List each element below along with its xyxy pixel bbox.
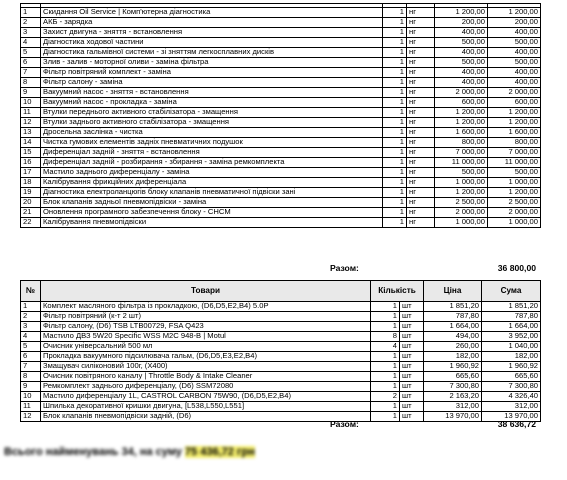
goods-row — [21, 382, 541, 392]
row-unit: нг — [407, 8, 435, 18]
row-quantity: 1 — [383, 128, 407, 138]
row-quantity: 1 — [371, 382, 400, 392]
goods-row — [21, 352, 541, 362]
row-number: 10 — [21, 392, 41, 402]
row-quantity: 2 — [371, 392, 400, 402]
goods-row — [21, 312, 541, 322]
row-price: 787,80 — [424, 312, 482, 322]
row-quantity: 1 — [383, 178, 407, 188]
row-name: Дросельна заслінка - чистка — [41, 128, 383, 138]
row-number: 2 — [21, 312, 41, 322]
row-unit: шт — [400, 312, 424, 322]
row-sum: 1 200,00 — [488, 8, 541, 18]
row-quantity: 1 — [383, 108, 407, 118]
service-row — [21, 158, 541, 168]
row-number: 22 — [21, 218, 41, 228]
services-total-label: Разом: — [330, 263, 359, 273]
services-table-body — [21, 4, 541, 228]
row-name: Чистка гумових елементів задніх пневматичних подушок — [41, 138, 383, 148]
row-quantity: 1 — [383, 38, 407, 48]
goods-total-value: 38 636,72 — [497, 419, 536, 429]
row-name: Прокладка вакуумного підсилювача гальм, (D6,D5,E3,E2,B4) — [41, 352, 371, 362]
row-unit: шт — [400, 402, 424, 412]
service-row — [21, 118, 541, 128]
row-price: 7 000,00 — [435, 148, 488, 158]
row-quantity: 1 — [383, 208, 407, 218]
row-name: Злив - залив - моторної оливи - заміна фільтра — [41, 58, 383, 68]
row-quantity: 1 — [371, 412, 400, 422]
row-name: Втулки переднього активного стабілізатора - змащення — [41, 108, 383, 118]
row-unit: нг — [407, 138, 435, 148]
service-row — [21, 208, 541, 218]
row-number: 18 — [21, 178, 41, 188]
row-quantity: 1 — [383, 58, 407, 68]
row-sum: 400,00 — [488, 48, 541, 58]
row-sum: 7 300,80 — [482, 382, 541, 392]
row-unit: нг — [407, 18, 435, 28]
row-name: Мастило диференціалу 1L, CASTROL CARBON 75W90, (D6,D5,E2,B4) — [41, 392, 371, 402]
row-name: Калібрування пневмопідвіски — [41, 218, 383, 228]
row-number: 15 — [21, 148, 41, 158]
row-unit: шт — [400, 322, 424, 332]
row-price: 1 600,00 — [435, 128, 488, 138]
row-quantity: 1 — [383, 88, 407, 98]
row-price: 1 200,00 — [435, 108, 488, 118]
row-sum: 1 851,20 — [482, 302, 541, 312]
row-quantity: 1 — [383, 168, 407, 178]
row-name: Калібрування фрикційних диференціала — [41, 178, 383, 188]
row-name: Мастило ДВЗ 5W20 Specific WSS M2C 948-B | Motul — [41, 332, 371, 342]
row-sum: 1 000,00 — [488, 218, 541, 228]
row-sum: 1 200,00 — [488, 188, 541, 198]
row-name: Диференціал задній - розбирання - збирання - заміна ремкомплекта — [41, 158, 383, 168]
row-price: 665,60 — [424, 372, 482, 382]
row-number: 1 — [21, 302, 41, 312]
service-row — [21, 78, 541, 88]
row-quantity: 1 — [383, 48, 407, 58]
row-number: 7 — [21, 362, 41, 372]
row-price: 800,00 — [435, 138, 488, 148]
row-quantity: 1 — [383, 158, 407, 168]
row-price: 1 664,00 — [424, 322, 482, 332]
row-price: 1 000,00 — [435, 218, 488, 228]
row-quantity: 8 — [371, 332, 400, 342]
row-price: 1 000,00 — [435, 178, 488, 188]
row-unit: нг — [407, 118, 435, 128]
row-price: 1 200,00 — [435, 118, 488, 128]
row-number: 19 — [21, 188, 41, 198]
row-price: 2 000,00 — [435, 208, 488, 218]
row-unit: шт — [400, 352, 424, 362]
service-row — [21, 128, 541, 138]
row-number: 13 — [21, 128, 41, 138]
row-sum: 400,00 — [488, 68, 541, 78]
row-unit: шт — [400, 382, 424, 392]
row-sum: 1 960,92 — [482, 362, 541, 372]
row-name: Діагностика гальмівної системи - зі зняттям легкосплавних дисків — [41, 48, 383, 58]
row-unit: нг — [407, 218, 435, 228]
service-row — [21, 138, 541, 148]
service-row — [21, 68, 541, 78]
row-quantity: 1 — [383, 148, 407, 158]
row-sum: 13 970,00 — [482, 412, 541, 422]
row-sum: 400,00 — [488, 28, 541, 38]
row-price: 312,00 — [424, 402, 482, 412]
row-name: Оновлення програмного забезпечення блоку - CHCM — [41, 208, 383, 218]
row-quantity: 1 — [383, 138, 407, 148]
row-number: 6 — [21, 58, 41, 68]
goods-header-name: Товари — [41, 281, 371, 302]
row-quantity: 1 — [371, 352, 400, 362]
row-sum: 787,80 — [482, 312, 541, 322]
goods-header-quantity: Кількість — [371, 281, 424, 302]
row-name: Вакуумний насос - прокладка - заміна — [41, 98, 383, 108]
goods-row — [21, 392, 541, 402]
row-name: Очисник повітряного каналу | Throttle Body & Intake Cleaner — [41, 372, 371, 382]
row-sum: 1 040,00 — [482, 342, 541, 352]
service-row — [21, 148, 541, 158]
row-name: Фільтр салону, (D6) TSB LTB00729, FSA Q423 — [41, 322, 371, 332]
row-number: 3 — [21, 28, 41, 38]
row-name: Блок клапанів пневмопідвіски задній, (D6) — [41, 412, 371, 422]
row-quantity: 1 — [371, 372, 400, 382]
row-sum: 2 000,00 — [488, 88, 541, 98]
goods-total — [20, 418, 540, 430]
row-quantity: 1 — [383, 118, 407, 128]
row-sum: 600,00 — [488, 98, 541, 108]
row-unit: нг — [407, 178, 435, 188]
goods-row — [21, 402, 541, 412]
row-quantity: 1 — [383, 78, 407, 88]
row-sum: 11 000,00 — [488, 158, 541, 168]
service-row — [21, 8, 541, 18]
row-price: 400,00 — [435, 48, 488, 58]
service-row — [21, 178, 541, 188]
row-name: Диференціал задній - зняття - встановлення — [41, 148, 383, 158]
goods-row — [21, 362, 541, 372]
row-number: 8 — [21, 372, 41, 382]
row-sum: 312,00 — [482, 402, 541, 412]
service-row — [21, 198, 541, 208]
row-name: Шпилька декоративної кришки двигуна, [L538,L550,L551] — [41, 402, 371, 412]
row-price: 1 851,20 — [424, 302, 482, 312]
row-price: 182,00 — [424, 352, 482, 362]
row-quantity: 1 — [371, 312, 400, 322]
row-sum: 800,00 — [488, 138, 541, 148]
service-row — [21, 38, 541, 48]
grand-total-text: Всього найменувань 34, на суму — [4, 446, 182, 458]
grand-total-amount: 75 436,72 грн — [184, 446, 255, 458]
row-unit: нг — [407, 198, 435, 208]
row-unit: нг — [407, 38, 435, 48]
row-price: 400,00 — [435, 68, 488, 78]
service-row — [21, 28, 541, 38]
row-unit: нг — [407, 98, 435, 108]
row-price: 13 970,00 — [424, 412, 482, 422]
goods-header-row — [21, 281, 541, 302]
services-total-value: 36 800,00 — [497, 263, 536, 273]
row-unit: нг — [407, 128, 435, 138]
row-name: Фільтр повітряний (к-т 2 шт) — [41, 312, 371, 322]
row-price: 500,00 — [435, 58, 488, 68]
row-number: 1 — [21, 8, 41, 18]
row-name: Очисник універсальний 500 мл — [41, 342, 371, 352]
row-sum: 400,00 — [488, 78, 541, 88]
row-number: 17 — [21, 168, 41, 178]
row-unit: шт — [400, 412, 424, 422]
row-price: 2 000,00 — [435, 88, 488, 98]
row-number: 6 — [21, 352, 41, 362]
row-price: 500,00 — [435, 168, 488, 178]
row-price: 7 300,80 — [424, 382, 482, 392]
row-sum: 2 000,00 — [488, 208, 541, 218]
goods-row — [21, 342, 541, 352]
service-row — [21, 188, 541, 198]
row-number: 11 — [21, 402, 41, 412]
row-price: 400,00 — [435, 28, 488, 38]
row-quantity: 1 — [383, 68, 407, 78]
row-number: 11 — [21, 108, 41, 118]
row-unit: шт — [400, 342, 424, 352]
row-number: 7 — [21, 68, 41, 78]
row-sum: 4 326,40 — [482, 392, 541, 402]
row-quantity: 1 — [383, 98, 407, 108]
row-sum: 182,00 — [482, 352, 541, 362]
row-quantity: 1 — [383, 18, 407, 28]
row-unit: нг — [407, 148, 435, 158]
row-quantity: 1 — [383, 28, 407, 38]
service-row — [21, 58, 541, 68]
row-price: 1 960,92 — [424, 362, 482, 372]
row-name: Ремкомплект заднього диференціалу, (D6) SSM72080 — [41, 382, 371, 392]
row-number: 8 — [21, 78, 41, 88]
row-price: 500,00 — [435, 38, 488, 48]
row-quantity: 1 — [383, 218, 407, 228]
goods-total-label: Разом: — [330, 419, 359, 429]
row-name: Діагностика ходової частини — [41, 38, 383, 48]
row-unit: нг — [407, 188, 435, 198]
service-row — [21, 48, 541, 58]
row-number: 12 — [21, 118, 41, 128]
row-quantity: 1 — [383, 198, 407, 208]
row-name: АКБ - зарядка — [41, 18, 383, 28]
row-quantity: 4 — [371, 342, 400, 352]
row-price: 400,00 — [435, 78, 488, 88]
row-unit: нг — [407, 78, 435, 88]
row-number: 20 — [21, 198, 41, 208]
goods-row — [21, 322, 541, 332]
row-name: Змащувач силіконовий 100г, (X400) — [41, 362, 371, 372]
row-sum: 7 000,00 — [488, 148, 541, 158]
goods-header-price: Ціна — [424, 281, 482, 302]
row-unit: нг — [407, 48, 435, 58]
row-number: 9 — [21, 88, 41, 98]
row-quantity: 1 — [371, 322, 400, 332]
row-name: Скидання Oil Service | Комп'ютерна діагностика — [41, 8, 383, 18]
row-quantity: 1 — [371, 302, 400, 312]
grand-total-line — [4, 446, 255, 458]
goods-table — [20, 280, 541, 422]
row-number: 5 — [21, 48, 41, 58]
row-name: Комплект масляного фільтра із прокладкою, (D6,D5,E2,B4) 5.0P — [41, 302, 371, 312]
goods-row — [21, 332, 541, 342]
row-unit: нг — [407, 168, 435, 178]
row-number: 9 — [21, 382, 41, 392]
row-price: 11 000,00 — [435, 158, 488, 168]
row-unit: шт — [400, 302, 424, 312]
row-price: 600,00 — [435, 98, 488, 108]
row-unit: нг — [407, 58, 435, 68]
row-number: 12 — [21, 412, 41, 422]
row-unit: нг — [407, 208, 435, 218]
row-number: 3 — [21, 322, 41, 332]
row-sum: 665,60 — [482, 372, 541, 382]
row-unit: шт — [400, 372, 424, 382]
row-price: 200,00 — [435, 18, 488, 28]
row-name: Фільтр салону - заміна — [41, 78, 383, 88]
row-name: Втулки заднього активного стабілізатора - змащення — [41, 118, 383, 128]
row-sum: 500,00 — [488, 38, 541, 48]
row-sum: 200,00 — [488, 18, 541, 28]
goods-table-body — [21, 302, 541, 422]
row-sum: 1 000,00 — [488, 178, 541, 188]
row-name: Діагностика електроланцюгів блоку клапанів пневматичної підвіски зані — [41, 188, 383, 198]
row-number: 16 — [21, 158, 41, 168]
service-row — [21, 18, 541, 28]
row-name: Блок клапанів задньої пневмопідвіски - заміна — [41, 198, 383, 208]
row-price: 2 163,20 — [424, 392, 482, 402]
goods-header-number: № — [21, 281, 41, 302]
row-quantity: 1 — [371, 402, 400, 412]
row-price: 2 500,00 — [435, 198, 488, 208]
service-row — [21, 88, 541, 98]
service-row — [21, 98, 541, 108]
service-row — [21, 108, 541, 118]
row-unit: нг — [407, 108, 435, 118]
row-number: 4 — [21, 332, 41, 342]
row-unit: нг — [407, 158, 435, 168]
row-quantity: 1 — [383, 8, 407, 18]
row-number: 14 — [21, 138, 41, 148]
row-sum: 2 500,00 — [488, 198, 541, 208]
row-sum: 500,00 — [488, 168, 541, 178]
row-price: 1 200,00 — [435, 188, 488, 198]
goods-row — [21, 372, 541, 382]
row-sum: 1 664,00 — [482, 322, 541, 332]
service-row — [21, 168, 541, 178]
row-unit: шт — [400, 332, 424, 342]
row-sum: 1 200,00 — [488, 118, 541, 128]
row-number: 5 — [21, 342, 41, 352]
row-name: Фільтр повітряний комплект - заміна — [41, 68, 383, 78]
row-name: Мастило заднього диференціалу - заміна — [41, 168, 383, 178]
row-sum: 1 200,00 — [488, 108, 541, 118]
row-number: 4 — [21, 38, 41, 48]
row-number: 21 — [21, 208, 41, 218]
row-number: 10 — [21, 98, 41, 108]
row-unit: нг — [407, 88, 435, 98]
row-name: Захист двигуна - зняття - встановлення — [41, 28, 383, 38]
row-unit: нг — [407, 28, 435, 38]
row-unit: шт — [400, 362, 424, 372]
goods-row — [21, 302, 541, 312]
row-unit: нг — [407, 68, 435, 78]
services-table — [20, 3, 541, 228]
row-name: Вакуумний насос - зняття - встановлення — [41, 88, 383, 98]
goods-header-sum: Сума — [482, 281, 541, 302]
row-quantity: 1 — [371, 362, 400, 372]
row-sum: 1 600,00 — [488, 128, 541, 138]
row-price: 494,00 — [424, 332, 482, 342]
row-sum: 500,00 — [488, 58, 541, 68]
row-price: 260,00 — [424, 342, 482, 352]
service-row — [21, 218, 541, 228]
row-unit: шт — [400, 392, 424, 402]
services-total — [20, 262, 540, 274]
row-price: 1 200,00 — [435, 8, 488, 18]
row-number: 2 — [21, 18, 41, 28]
row-sum: 3 952,00 — [482, 332, 541, 342]
row-quantity: 1 — [383, 188, 407, 198]
